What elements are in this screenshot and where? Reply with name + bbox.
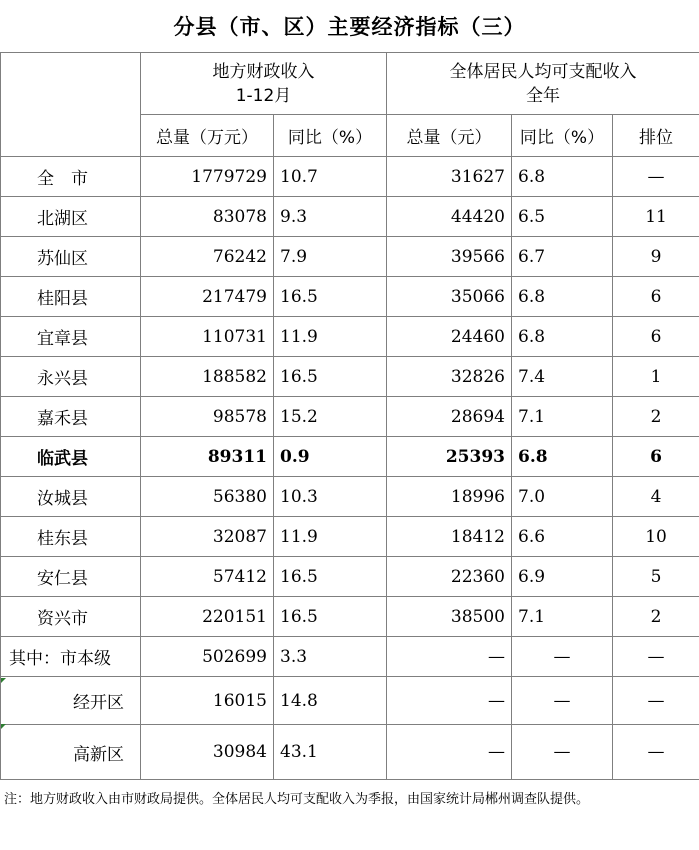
income-total: 35066 [387, 277, 512, 317]
income-total: 44420 [387, 197, 512, 237]
rank: — [613, 677, 699, 725]
table-row [1, 277, 699, 317]
corner-cell [1, 53, 141, 157]
fiscal-yoy: 14.8 [274, 677, 387, 725]
col-rank-header: 排位 [613, 115, 699, 157]
row-name: 全 市 [1, 157, 141, 197]
fiscal-total: 98578 [141, 397, 274, 437]
fiscal-total: 220151 [141, 597, 274, 637]
table-title: 分县（市、区）主要经济指标（三） [173, 15, 526, 39]
row-name: 永兴县 [1, 357, 141, 397]
income-yoy: 6.5 [512, 197, 613, 237]
rank: — [613, 725, 699, 780]
income-total: 18412 [387, 517, 512, 557]
fiscal-yoy: 10.7 [274, 157, 387, 197]
fiscal-total: 188582 [141, 357, 274, 397]
table-row [1, 477, 699, 517]
table-row [1, 317, 699, 357]
fiscal-total: 16015 [141, 677, 274, 725]
fiscal-total: 89311 [141, 437, 274, 477]
table-row [1, 557, 699, 597]
fiscal-yoy: 43.1 [274, 725, 387, 780]
table-row [1, 237, 699, 277]
income-yoy: — [512, 725, 613, 780]
row-name: 桂东县 [1, 517, 141, 557]
rank: 5 [613, 557, 699, 597]
rank: 11 [613, 197, 699, 237]
income-yoy: 6.9 [512, 557, 613, 597]
footnote: 注：地方财政收入由市财政局提供。全体居民人均可支配收入为季报，由国家统计局郴州调查队提供。 [4, 792, 590, 807]
row-name: 其中：市本级 [1, 637, 141, 677]
table-row [1, 517, 699, 557]
rank: 6 [613, 277, 699, 317]
income-total: 28694 [387, 397, 512, 437]
row-name: 桂阳县 [1, 277, 141, 317]
fiscal-total: 502699 [141, 637, 274, 677]
income-total: 18996 [387, 477, 512, 517]
income-total: 31627 [387, 157, 512, 197]
row-name: 临武县 [1, 437, 141, 477]
table-row [1, 357, 699, 397]
fiscal-total: 76242 [141, 237, 274, 277]
table-row [1, 397, 699, 437]
table-row-highlighted [1, 437, 699, 477]
income-total: — [387, 677, 512, 725]
income-yoy: 6.8 [512, 277, 613, 317]
row-name: 嘉禾县 [1, 397, 141, 437]
fiscal-total: 30984 [141, 725, 274, 780]
fiscal-total: 110731 [141, 317, 274, 357]
row-name: 北湖区 [1, 197, 141, 237]
fiscal-yoy: 11.9 [274, 317, 387, 357]
income-yoy: — [512, 637, 613, 677]
rank: 6 [613, 437, 699, 477]
table-row [1, 677, 699, 725]
fiscal-total: 83078 [141, 197, 274, 237]
disposable-income-header: 全体居民人均可支配收入 全年 [387, 53, 699, 115]
income-yoy: — [512, 677, 613, 725]
rank: — [613, 157, 699, 197]
fiscal-yoy: 16.5 [274, 277, 387, 317]
table-row [1, 725, 699, 780]
income-yoy: 6.8 [512, 157, 613, 197]
income-yoy: 7.4 [512, 357, 613, 397]
table-row [1, 637, 699, 677]
col-total-wan-header: 总量（万元） [141, 115, 274, 157]
fiscal-total: 57412 [141, 557, 274, 597]
fiscal-total: 1779729 [141, 157, 274, 197]
income-yoy: 7.1 [512, 597, 613, 637]
income-yoy: 6.8 [512, 317, 613, 357]
cell-marker [1, 678, 6, 683]
income-total: 32826 [387, 357, 512, 397]
income-total: — [387, 725, 512, 780]
table-row [1, 597, 699, 637]
economic-indicators-table [0, 52, 699, 780]
cell-marker [1, 724, 6, 729]
table-row [1, 197, 699, 237]
fiscal-total: 217479 [141, 277, 274, 317]
fiscal-total: 32087 [141, 517, 274, 557]
col-yoy2-header: 同比（%） [512, 115, 613, 157]
row-name: 高新区 [1, 725, 141, 780]
fiscal-total: 56380 [141, 477, 274, 517]
row-name: 苏仙区 [1, 237, 141, 277]
rank: 2 [613, 397, 699, 437]
row-name: 宜章县 [1, 317, 141, 357]
fiscal-yoy: 3.3 [274, 637, 387, 677]
fiscal-yoy: 11.9 [274, 517, 387, 557]
row-name: 安仁县 [1, 557, 141, 597]
fiscal-yoy: 9.3 [274, 197, 387, 237]
income-total: 25393 [387, 437, 512, 477]
rank: 9 [613, 237, 699, 277]
income-total: 22360 [387, 557, 512, 597]
col-yoy1-header: 同比（%） [274, 115, 387, 157]
rank: 10 [613, 517, 699, 557]
table-row [1, 157, 699, 197]
col-total-yuan-header: 总量（元） [387, 115, 512, 157]
income-yoy: 7.1 [512, 397, 613, 437]
income-yoy: 7.0 [512, 477, 613, 517]
income-yoy: 6.8 [512, 437, 613, 477]
fiscal-yoy: 15.2 [274, 397, 387, 437]
income-yoy: 6.6 [512, 517, 613, 557]
rank: 4 [613, 477, 699, 517]
row-name: 资兴市 [1, 597, 141, 637]
rank: — [613, 637, 699, 677]
row-name: 汝城县 [1, 477, 141, 517]
fiscal-revenue-header: 地方财政收入 1-12月 [141, 53, 387, 115]
income-yoy: 6.7 [512, 237, 613, 277]
fiscal-yoy: 16.5 [274, 597, 387, 637]
fiscal-yoy: 16.5 [274, 357, 387, 397]
income-total: — [387, 637, 512, 677]
rank: 6 [613, 317, 699, 357]
fiscal-yoy: 16.5 [274, 557, 387, 597]
fiscal-yoy: 0.9 [274, 437, 387, 477]
rank: 1 [613, 357, 699, 397]
income-total: 39566 [387, 237, 512, 277]
income-total: 38500 [387, 597, 512, 637]
fiscal-yoy: 10.3 [274, 477, 387, 517]
row-name: 经开区 [1, 677, 141, 725]
income-total: 24460 [387, 317, 512, 357]
fiscal-yoy: 7.9 [274, 237, 387, 277]
rank: 2 [613, 597, 699, 637]
